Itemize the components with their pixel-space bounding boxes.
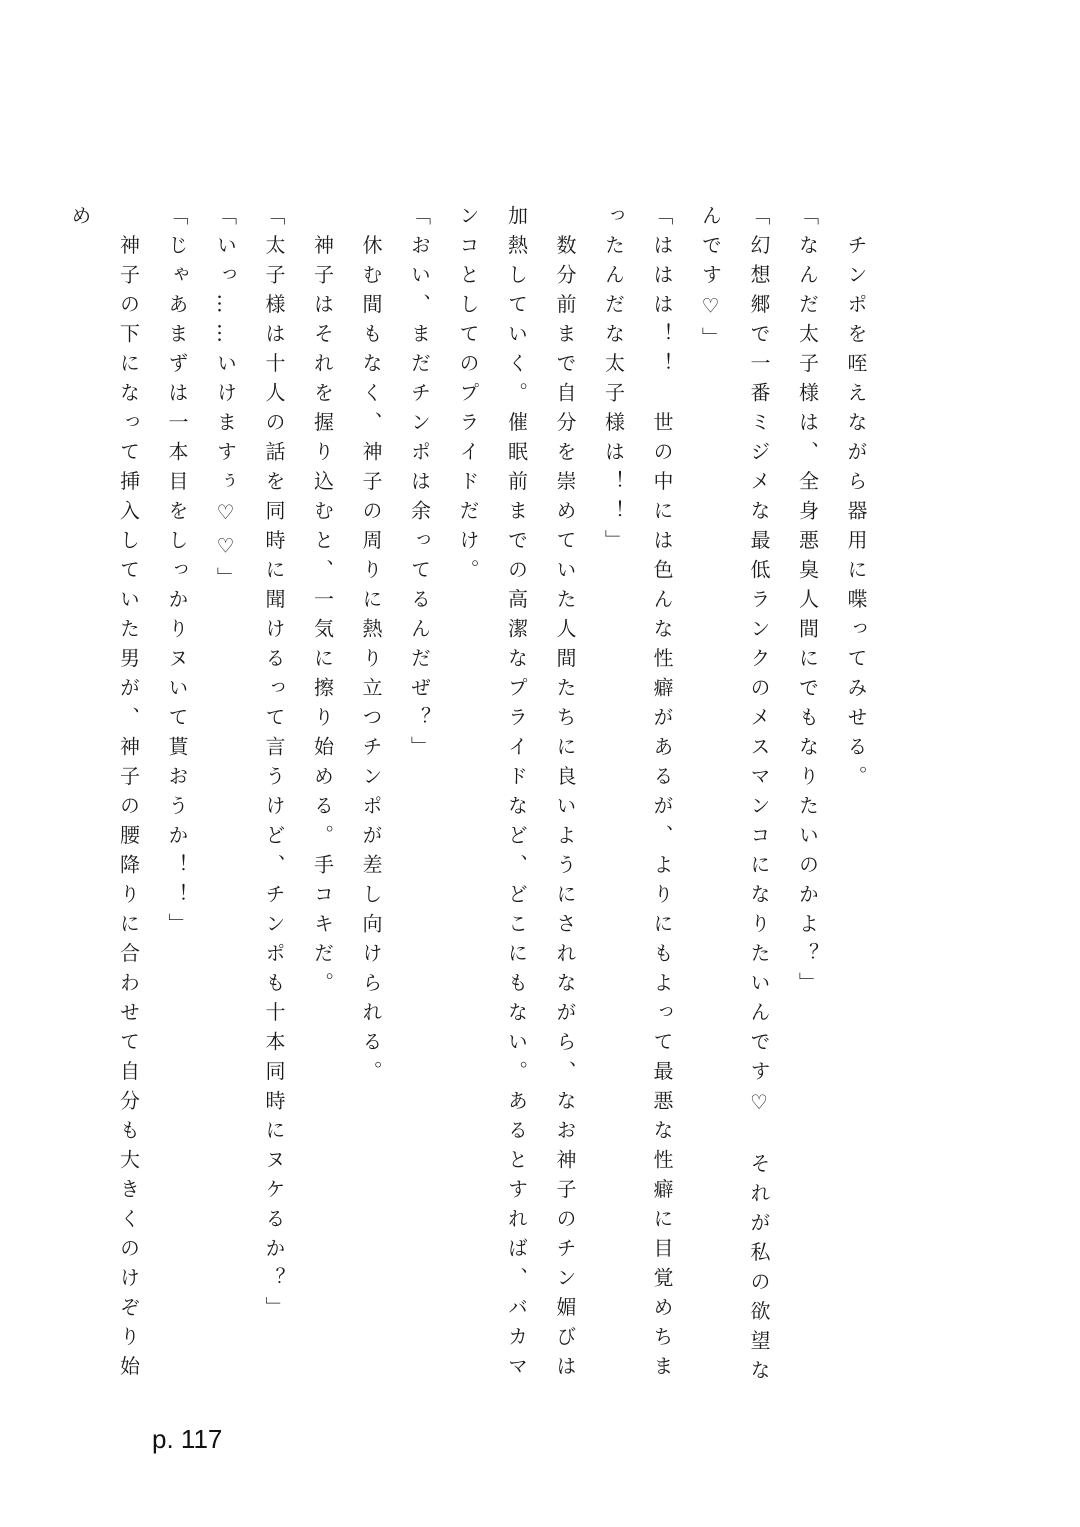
paragraph: 「おい、まだチンポは余ってるんだぜ？」 bbox=[407, 205, 432, 766]
paragraph: 数分前まで自分を崇めていた人間たちに良いようにされながら、なお神子のチン媚びは加熱していく。催眠前までの高潔なプライドなど、どこにもない。あるとすれば、バカマンコとしてのプライドだけ。 bbox=[456, 205, 577, 1385]
paragraph: 休む間もなく、神子の周りに熱り立つチンポが差し向けられる。 bbox=[359, 205, 383, 1090]
paragraph: 神子はそれを握り込むと、一気に擦り始める。手コキだ。 bbox=[310, 205, 335, 1002]
paragraph: 「幻想郷で一番ミジメな最低ランクのメスマンコになりたいんです♡ それが私の欲望なんです♡」 bbox=[698, 205, 771, 1389]
paragraph: 「ははは！！ 世の中には色んな性癖があるが、よりにもよって最悪な性癖に目覚めちまったんだな太子様は！！」 bbox=[601, 205, 674, 1385]
page-number: p. 117 bbox=[152, 1424, 223, 1454]
paragraph: 「なんだ太子様は、全身悪臭人間にでもなりたいのかよ？」 bbox=[795, 205, 820, 1002]
paragraph: 「いっ……いけますぅ♡♡」 bbox=[213, 205, 238, 597]
paragraph: 「じゃあまずは一本目をしっかりヌいて貰おうか！！」 bbox=[165, 205, 189, 943]
paragraph: チンポを咥えながら器用に喋ってみせる。 bbox=[844, 205, 868, 795]
paragraph: 「太子様は十人の話を同時に聞けるって言うけど、チンポも十本同時にヌケるか？」 bbox=[262, 205, 286, 1326]
body-text bbox=[68, 205, 880, 1395]
paragraph: 神子の下になって挿入していた男が、神子の腰降りに合わせて自分も大きくのけぞり始め bbox=[68, 205, 141, 1385]
